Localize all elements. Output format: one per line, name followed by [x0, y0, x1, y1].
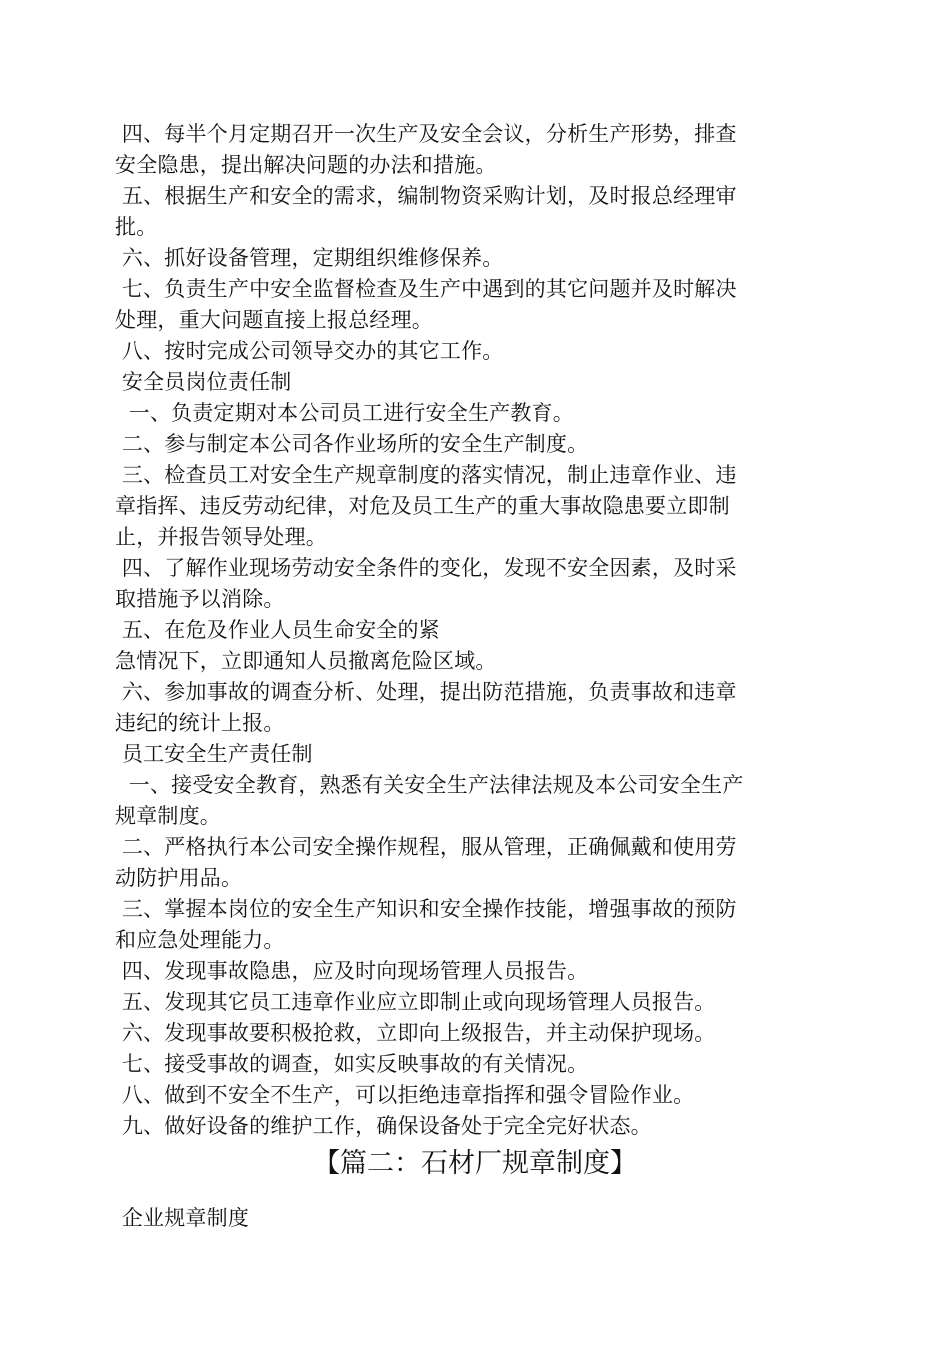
- paragraph-line: 止，并报告领导处理。: [115, 525, 327, 549]
- paragraph-line: 八、按时完成公司领导交办的其它工作。: [115, 339, 504, 363]
- paragraph-line: 取措施予以消除。: [115, 587, 285, 611]
- paragraph-line: 七、负责生产中安全监督检查及生产中遇到的其它问题并及时解决: [115, 277, 737, 301]
- paragraph-line: 三、检查员工对安全生产规章制度的落实情况，制止违章作业、违: [115, 463, 737, 487]
- paragraph-line: 章指挥、违反劳动纪律，对危及员工生产的重大事故隐患要立即制: [115, 494, 730, 518]
- paragraph-line: 一、接受安全教育，熟悉有关安全生产法律法规及本公司安全生产: [115, 773, 744, 797]
- paragraph-line: 五、根据生产和安全的需求，编制物资采购计划，及时报总经理审: [115, 184, 737, 208]
- paragraph-line: 处理，重大问题直接上报总经理。: [115, 308, 433, 332]
- paragraph-line: 六、抓好设备管理，定期组织维修保养。: [115, 246, 504, 270]
- paragraph-line: 三、掌握本岗位的安全生产知识和安全操作技能，增强事故的预防: [115, 897, 737, 921]
- paragraph-line: 五、在危及作业人员生命安全的紧: [115, 618, 440, 642]
- paragraph-line: 安全隐患，提出解决问题的办法和措施。: [115, 153, 497, 177]
- section-title: 企业规章制度: [115, 1206, 250, 1230]
- paragraph-line: 二、参与制定本公司各作业场所的安全生产制度。: [115, 432, 589, 456]
- paragraph-line: 急情况下，立即通知人员撤离危险区域。: [115, 649, 497, 673]
- section-title: 安全员岗位责任制: [115, 370, 292, 394]
- paragraph-line: 四、发现事故隐患，应及时向现场管理人员报告。: [115, 959, 589, 983]
- paragraph-line: 九、做好设备的维护工作，确保设备处于完全完好状态。: [115, 1114, 652, 1138]
- chapter-heading: 【篇二：石材厂规章制度】: [313, 1148, 637, 1179]
- paragraph-line: 八、做到不安全不生产，可以拒绝违章指挥和强令冒险作业。: [115, 1083, 695, 1107]
- paragraph-line: 五、发现其它员工违章作业应立即制止或向现场管理人员报告。: [115, 990, 716, 1014]
- paragraph-line: 批。: [115, 215, 158, 239]
- paragraph-line: 六、发现事故要积极抢救，立即向上级报告，并主动保护现场。: [115, 1021, 716, 1045]
- paragraph-line: 动防护用品。: [115, 866, 243, 890]
- paragraph-line: 四、了解作业现场劳动安全条件的变化，发现不安全因素，及时采: [115, 556, 737, 580]
- paragraph-line: 一、负责定期对本公司员工进行安全生产教育。: [115, 401, 574, 425]
- paragraph-line: 和应急处理能力。: [115, 928, 285, 952]
- paragraph-line: 四、每半个月定期召开一次生产及安全会议，分析生产形势，排查: [115, 122, 737, 146]
- paragraph-line: 违纪的统计上报。: [115, 711, 285, 735]
- section-title: 员工安全生产责任制: [115, 742, 313, 766]
- paragraph-line: 二、严格执行本公司安全操作规程，服从管理，正确佩戴和使用劳: [115, 835, 737, 859]
- paragraph-line: 规章制度。: [115, 804, 221, 828]
- paragraph-line: 七、接受事故的调查，如实反映事故的有关情况。: [115, 1052, 589, 1076]
- paragraph-line: 六、参加事故的调查分析、处理，提出防范措施，负责事故和违章: [115, 680, 737, 704]
